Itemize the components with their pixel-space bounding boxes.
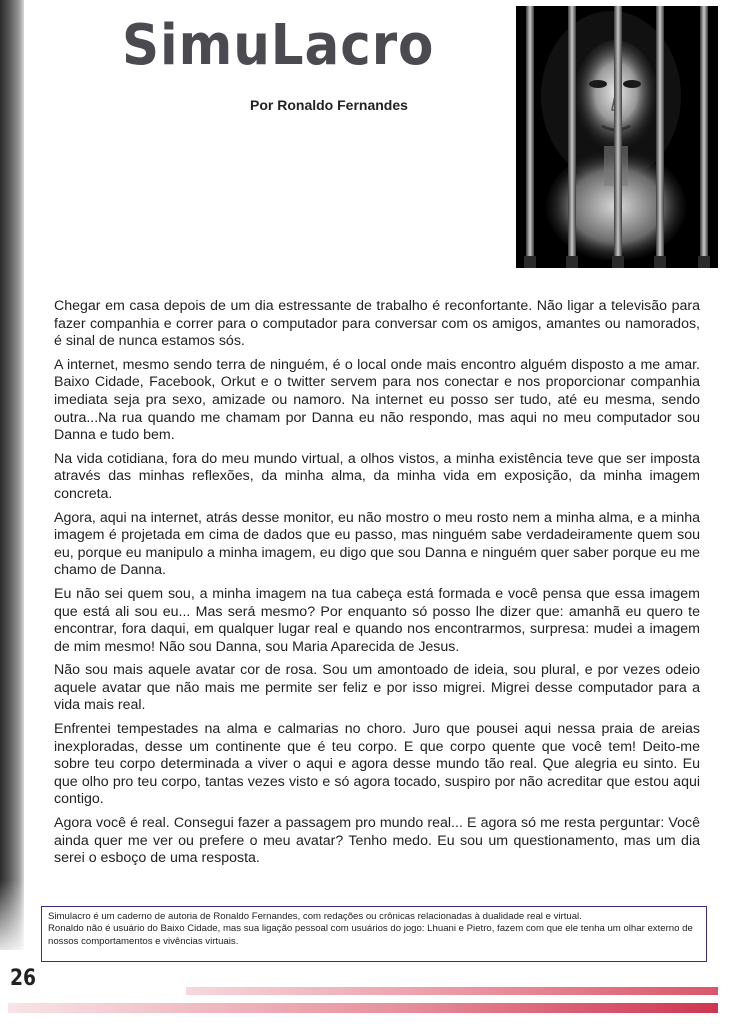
page-title: SimuLacro	[122, 13, 435, 78]
article-paragraph: A internet, mesmo sendo terra de ninguém, é o local onde mais encontro alguém disposto a me amar. Baixo Cidade, Facebook, Orkut e o twitter servem para nos conectar e nos proporcionar companhia imediata seja pra sexo, amizade ou namoro. Na internet eu posso ser tudo, até eu mesma, sendo outra...Na rua quando me chamam por Danna eu não respondo, mas aqui no meu computador sou Danna e tudo bem.	[54, 356, 700, 444]
article-paragraph: Eu não sei quem sou, a minha imagem na tua cabeça está formada e você pensa que essa imagem que está ali sou eu... Mas será mesmo? Por enquanto só posso lhe dizer que: amanhã eu quero te encontrar, fora daqui, em qualquer lugar real e quando nos encontrarmos, surpresa: mudei a imagem de mim mesmo! Não sou Danna, sou Maria Aparecida de Jesus.	[54, 585, 700, 655]
decorative-bar-bottom	[8, 1003, 718, 1013]
author-note-line: Simulacro é um caderno de autoria de Ronaldo Fernandes, com redações ou crônicas relacionadas à dualidade real e virtual.	[48, 911, 582, 922]
left-strip-fade	[0, 880, 24, 960]
article-paragraph: Não sou mais aquele avatar cor de rosa. Sou um amontoado de ideia, sou plural, e por vezes odeio aquele avatar que não mais me permite ser feliz e por isso migrei. Migrei desse computador para a vida mais real.	[54, 662, 700, 714]
article-paragraph: Chegar em casa depois de um dia estressante de trabalho é reconfortante. Não ligar a televisão para fazer companhia e correr para o computador para conversar com os amigos, amantes ou namorados, é sinal de nunca estamos sós.	[54, 298, 700, 350]
photo-illustration	[516, 6, 718, 268]
article-body	[54, 298, 700, 874]
decorative-bar-top	[186, 987, 718, 995]
article-paragraph: Agora você é real. Consegui fazer a passagem pro mundo real... E agora só me resta perguntar: Você ainda quer me ver ou prefere o meu avatar? Tenho medo. Eu sou um questionamento, mas um dia serei o esboço de uma resposta.	[54, 815, 700, 867]
left-gradient-strip	[0, 0, 24, 950]
woman-behind-bars-image	[516, 6, 718, 268]
article-paragraph: Na vida cotidiana, fora do meu mundo virtual, a olhos vistos, a minha existência teve que ser imposta através das minhas reflexões, da minha alma, da minha vida em exposição, da minha imagem concreta.	[54, 450, 700, 502]
article-paragraph: Enfrentei tempestades na alma e calmarias no choro. Juro que pousei aqui nessa praia de areias inexploradas, desse um continente que é teu corpo. E que corpo quente que você tem! Deito-me sobre teu corpo determinada a viver o aqui e agora desse mundo tão real. Que alegria eu sinto. Eu que olho pro teu corpo, tantas vezes visto e só agora tocado, suspiro por não acreditar que estou aqui contigo.	[54, 721, 700, 808]
author-note-line: Ronaldo não é usuário do Baixo Cidade, mas sua ligação pessoal com usuários do jogo: Lhuani e Pietro, fazem com que ele tenha um olhar externo de nossos comportamentos e vivências virtuais.	[48, 923, 693, 947]
author-byline: Por Ronaldo Fernandes	[250, 97, 408, 113]
article-paragraph: Agora, aqui na internet, atrás desse monitor, eu não mostro o meu rosto nem a minha alma, e a minha imagem é projetada em cima de dados que eu passo, mas ninguém sabe verdadeiramente quem sou eu, porque eu manipulo a minha imagem, eu digo que sou Danna e ninguém quer saber porque eu me chamo de Danna.	[54, 509, 700, 579]
page-number: 26	[10, 966, 37, 991]
author-note-box	[41, 906, 707, 962]
